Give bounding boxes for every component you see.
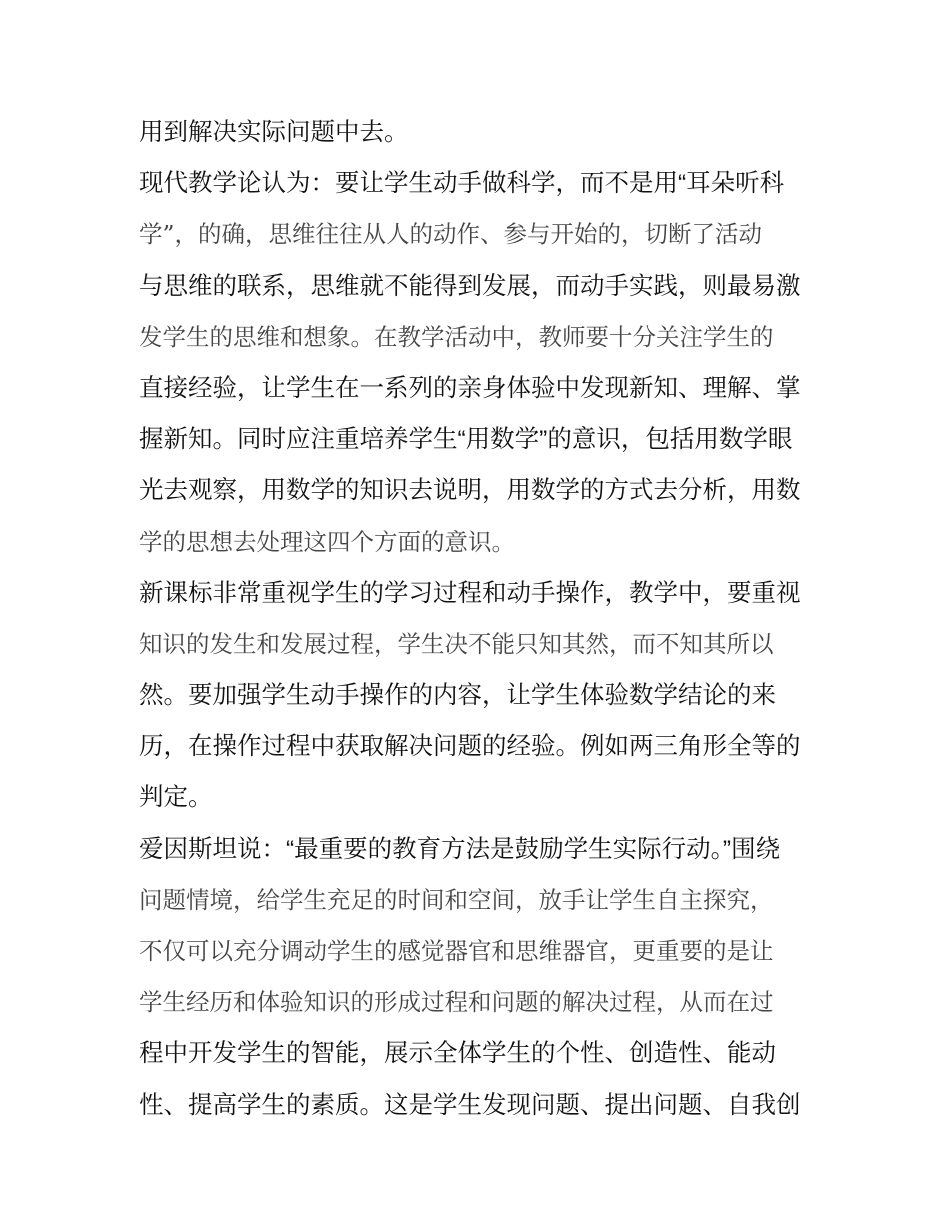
text-line: 然。要加强学生动手操作的内容，让学生体验数学结论的来 — [139, 682, 776, 710]
text-line: 学”，的确，思维往往从人的动作、参与开始的，切断了活动 — [139, 220, 763, 249]
text-line: 历，在操作过程中获取解决问题的经验。例如两三角形全等的 — [139, 733, 801, 761]
text-line: 不仅可以充分调动学生的感觉器官和思维器官，更重要的是让 — [139, 937, 774, 965]
text-line: 学的思想去处理这四个方面的意识。 — [139, 527, 515, 556]
text-line: 新课标非常重视学生的学习过程和动手操作，教学中，要重视 — [139, 579, 801, 607]
text-line: 爱因斯坦说：“最重要的教育方法是鼓励学生实际行动。”围绕 — [139, 835, 781, 863]
text-line: 知识的发生和发展过程，学生决不能只知其然，而不知其所以 — [139, 629, 774, 658]
text-line: 发学生的思维和想象。在教学活动中，教师要十分关注学生的 — [139, 322, 774, 351]
text-line: 判定。 — [139, 784, 213, 812]
body-text — [139, 107, 819, 1131]
text-line: 直接经验，让学生在一系列的亲身体验中发现新知、理解、掌 — [139, 374, 801, 402]
text-line: 与思维的联系，思维就不能得到发展，而动手实践，则最易激 — [139, 272, 801, 300]
text-line: 光去观察，用数学的知识去说明，用数学的方式去分析，用数 — [139, 477, 801, 505]
text-line: 程中开发学生的智能，展示全体学生的个性、创造性、能动 — [139, 1040, 776, 1068]
text-line: 握新知。同时应注重培养学生“用数学”的意识，包括用数学眼 — [139, 426, 793, 454]
text-line: 问题情境，给学生充足的时间和空间，放手让学生自主探究， — [139, 885, 774, 914]
text-line: 现代教学论认为：要让学生动手做科学，而不是用“耳朵听科 — [139, 170, 785, 198]
text-line: 性、提高学生的素质。这是学生发现问题、提出问题、自我创 — [139, 1091, 801, 1119]
text-line: 用到解决实际问题中去。 — [139, 119, 409, 146]
text-line: 学生经历和体验知识的形成过程和问题的解决过程，从而在过 — [139, 988, 774, 1017]
